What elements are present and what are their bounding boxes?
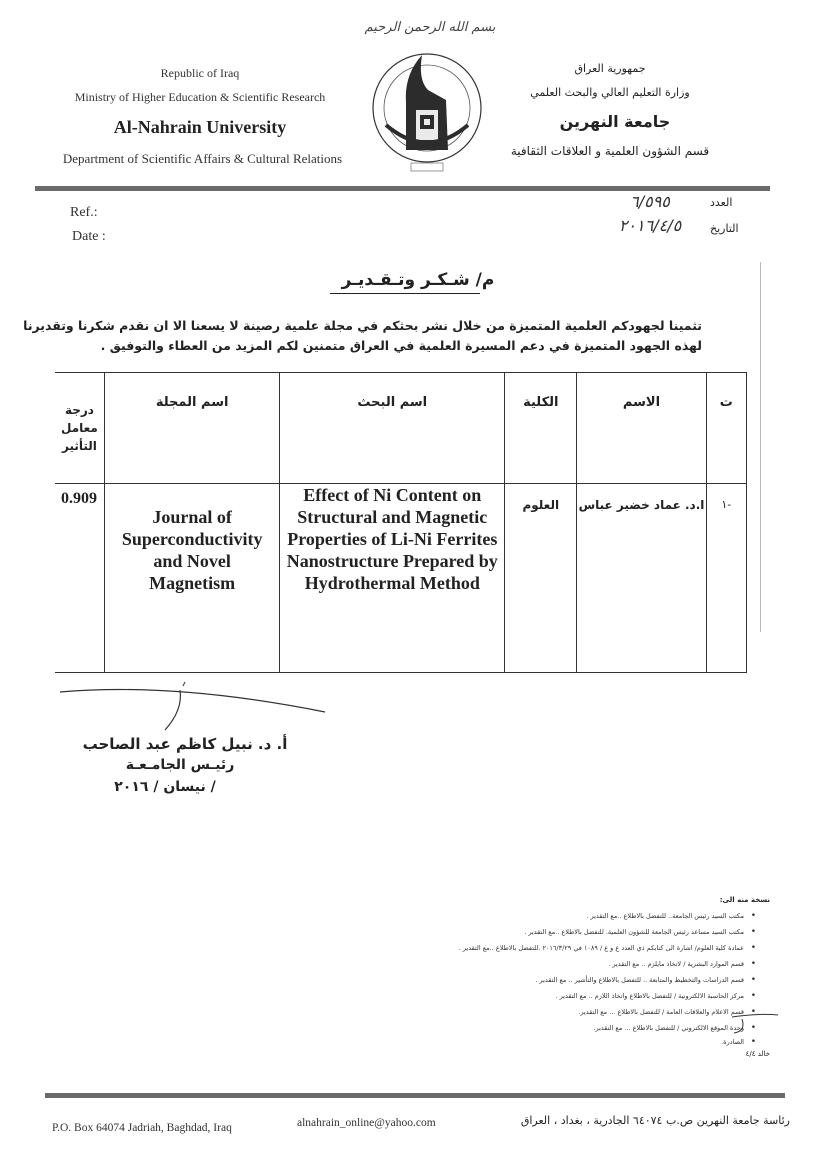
date-label-ar: التاريخ [710, 222, 739, 235]
header-en-ministry: Ministry of Higher Education & Scientific Research [74, 90, 326, 104]
cell-impact: 0.909 [55, 484, 104, 673]
copy-item: • مركز الحاسبة الالكترونية / للتفضل بالاطلاع واتخاذ اللازم .. مع التقدير . [184, 992, 744, 1000]
body-line-2: لهذه الجهود المتميزة في دعم المسيرة العلمية في العراق متمنين لكم المزيد من العطاء والتوفيق . [100, 338, 702, 353]
cell-name: ا.د. عماد خضير عباس [577, 484, 706, 673]
copy-item: • مكتب السيد رئيس الجامعة.. للتفضل بالاطلاع ..مع التقدير . [184, 912, 744, 920]
cell-college: العلوم [505, 484, 577, 673]
header-impact: درجة معامل التأثير [55, 373, 104, 484]
copy-item: • وحدة الموقع الالكتروني / للتفضل بالاطلاع ... مع التقدير. [184, 1024, 744, 1032]
copies-heading: نسخة منه الى: [719, 896, 770, 904]
copy-item: • قسم الدراسات والتخطيط والمتابعة .. للتفضل بالاطلاع والتأشير .. مع التقدير . [184, 976, 744, 984]
copy-item: • قسم الاعلام والعلاقات العامة / للتفضل بالاطلاع ... مع التقدير. [184, 1008, 744, 1016]
number-value-handwritten: ٦/٥٩٥ [630, 192, 670, 211]
table-row [55, 484, 747, 673]
header-divider [35, 186, 770, 191]
footer-address-ar: رئاسة جامعة النهرين ص.ب ٦٤٠٧٤ الجادرية ، بغداد ، العراق [520, 1114, 790, 1127]
header-en-republic: Republic of Iraq [160, 66, 240, 80]
cell-research: Effect of Ni Content on Structural and Magnetic Properties of Li-Ni Ferrites Nanostructure Prepared by Hydrothermal Method [280, 484, 505, 673]
table-header-row [55, 373, 747, 484]
header-en-department: Department of Scientific Affairs & Cultural Relations [62, 151, 343, 166]
copy-item: • الصادرة. [184, 1038, 744, 1046]
header-research: اسم البحث [280, 373, 505, 484]
number-label-ar: العدد [710, 196, 733, 209]
date-value-handwritten: ٢٠١٦/٤/٥ [618, 216, 682, 235]
signatory-name: أ. د. نبيل كاظم عبد الصاحب [82, 735, 288, 753]
signatory-date: / نيسان / ٢٠١٦ [114, 779, 216, 795]
publication-table [55, 372, 747, 673]
body-line-1: تثمينا لجهودكم العلمية المتميزة من خلال نشر بحثكم في مجلة علمية رصينة لا يسعنا الا ان نقدم شكرنا وتقديرنا [23, 318, 702, 333]
header-num: ت [706, 373, 746, 484]
copy-item: • عمادة كلية العلوم/ اشارة الى كتابكم ذي العدد ع و ع / ١٠٨٩ في ٢٠١٦/٣/٢٩ .للتفضل بالاطلاع ..مع التقدير . [184, 944, 744, 952]
header-name: الاسم [577, 373, 706, 484]
header-ar-ministry: وزارة التعليم العالي والبحث العلمي [530, 86, 690, 99]
copies-footnote: خالد ٤/٤ [745, 1050, 770, 1058]
bismillah: بسم الله الرحمن الرحيم [364, 20, 496, 35]
cell-num: -١ [706, 484, 746, 673]
footer-email[interactable]: alnahrain_online@yahoo.com [297, 1117, 436, 1129]
margin-mark [760, 262, 761, 632]
letter-title: م/ شـكـر وتـقـديـر [341, 270, 495, 290]
initials-scribble [730, 1005, 780, 1035]
cell-journal: Journal of Superconductivity and Novel Magnetism [104, 484, 280, 673]
date-label: Date : [72, 229, 106, 244]
header-ar-republic: جمهورية العراق [574, 62, 646, 75]
signature [55, 680, 335, 735]
copy-item: • قسم الموارد البشرية / لاتخاذ مايلزم .. مع التقدير . [184, 960, 744, 968]
footer-address-en: P.O. Box 64074 Jadriah, Baghdad, Iraq [52, 1122, 232, 1134]
header-college: الكلية [505, 373, 577, 484]
ref-label: Ref.: [70, 205, 98, 220]
header-journal: اسم المجلة [104, 373, 280, 484]
copy-item: • مكتب السيد مساعد رئيس الجامعة للشؤون العلمية. للتفضل بالاطلاع ..مع التقدير . [184, 928, 744, 936]
header-ar-university: جامعة النهرين [559, 112, 671, 131]
signatory-title: رئيـس الجامـعـة [125, 757, 235, 773]
header-ar-department: قسم الشؤون العلمية و العلاقات الثقافية [510, 144, 710, 158]
title-underline [330, 293, 480, 294]
footer-divider [45, 1093, 785, 1098]
university-logo [366, 40, 488, 175]
header-en-university: Al-Nahrain University [113, 117, 287, 137]
